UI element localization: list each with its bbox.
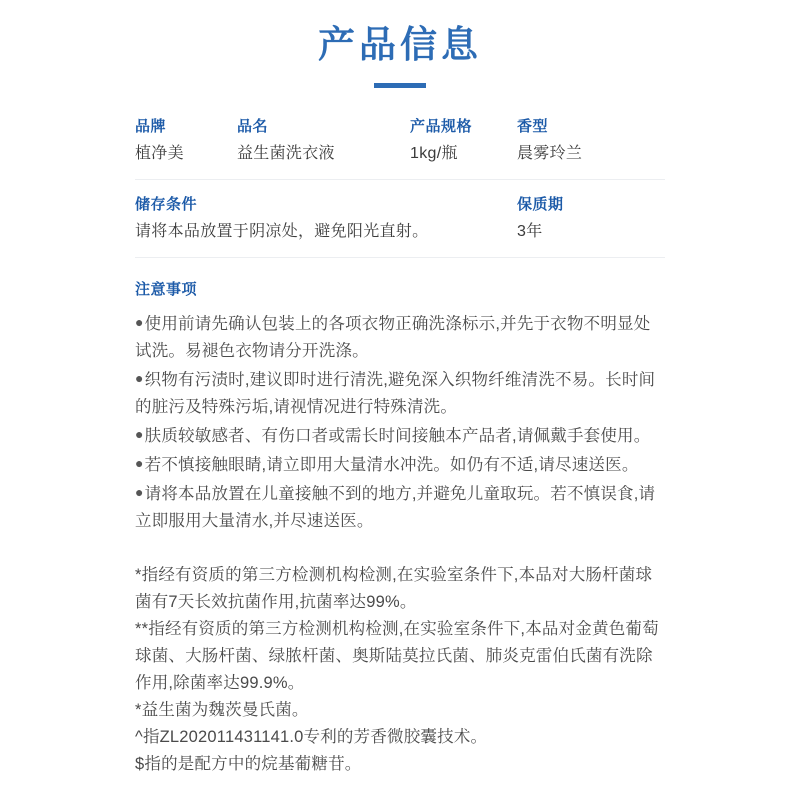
footnote: ^指ZL202011431141.0专利的芳香微胶囊技术。 [135, 728, 488, 747]
notice-item: ● 若不慎接触眼睛,请立即用大量清水冲洗。如仍有不适,请尽速送医。 [135, 450, 665, 479]
footnote: *益生菌为魏茨曼氏菌。 [135, 701, 309, 720]
footnote: *指经有资质的第三方检测机构检测,在实验室条件下,本品对大肠杆菌球菌有7天长效抗菌作用,抗菌率达99%。 [135, 566, 653, 612]
notice-item: ● 肤质较敏感者、有伤口者或需长时间接触本产品者,请佩戴手套使用。 [135, 421, 665, 450]
notice-section [135, 258, 665, 535]
spec-cell-brand [135, 116, 237, 167]
content-area [135, 88, 665, 779]
spec-value-product-name: 益生菌洗衣液 [237, 145, 335, 163]
spec-value-specification: 1kg/瓶 [410, 145, 458, 163]
spec-cell-scent [517, 116, 582, 167]
spec-value-brand: 植净美 [135, 145, 184, 163]
footnotes-section [135, 535, 665, 778]
spec-cell-product-name [237, 116, 410, 167]
notice-heading: 注意事项 [135, 281, 198, 299]
spec-cell-shelf-life [517, 194, 564, 245]
spec-cell-specification [410, 116, 517, 167]
page-title: 产品信息 [318, 24, 482, 65]
spec-row-storage [135, 180, 665, 258]
spec-value-scent: 晨雾玲兰 [517, 145, 583, 163]
spec-value-shelf-life: 3年 [517, 223, 543, 241]
spec-label-scent: 香型 [517, 117, 549, 135]
spec-value-storage: 请将本品放置于阴凉处，避免阳光直射。 [135, 223, 429, 241]
notice-list [135, 309, 665, 535]
spec-label-specification: 产品规格 [410, 117, 473, 135]
spec-label-storage: 储存条件 [135, 195, 198, 213]
spec-label-brand: 品牌 [135, 117, 167, 135]
notice-item: ● 使用前请先确认包装上的各项衣物正确洗涤标示,并先于衣物不明显处试洗。易褪色衣物请分开洗涤。 [135, 309, 665, 365]
footnote: **指经有资质的第三方检测机构检测,在实验室条件下,本品对金黄色葡萄球菌、大肠杆菌、绿脓杆菌、奥斯陆莫拉氏菌、肺炎克雷伯氏菌有洗除作用,除菌率达99.9%。 [135, 620, 659, 693]
spec-label-shelf-life: 保质期 [517, 195, 564, 213]
title-block [0, 0, 800, 88]
spec-cell-storage [135, 194, 517, 245]
spec-label-product-name: 品名 [237, 117, 269, 135]
notice-item: ● 织物有污渍时,建议即时进行清洗,避免深入织物纤维清洗不易。长时间的脏污及特殊污垢,请视情况进行特殊清洗。 [135, 365, 665, 421]
spec-row-primary [135, 116, 665, 180]
footnote: $指的是配方中的烷基葡糖苷。 [135, 755, 362, 774]
notice-item: ● 请将本品放置在儿童接触不到的地方,并避免儿童取玩。若不慎误食,请立即服用大量清水,并尽速送医。 [135, 479, 665, 535]
